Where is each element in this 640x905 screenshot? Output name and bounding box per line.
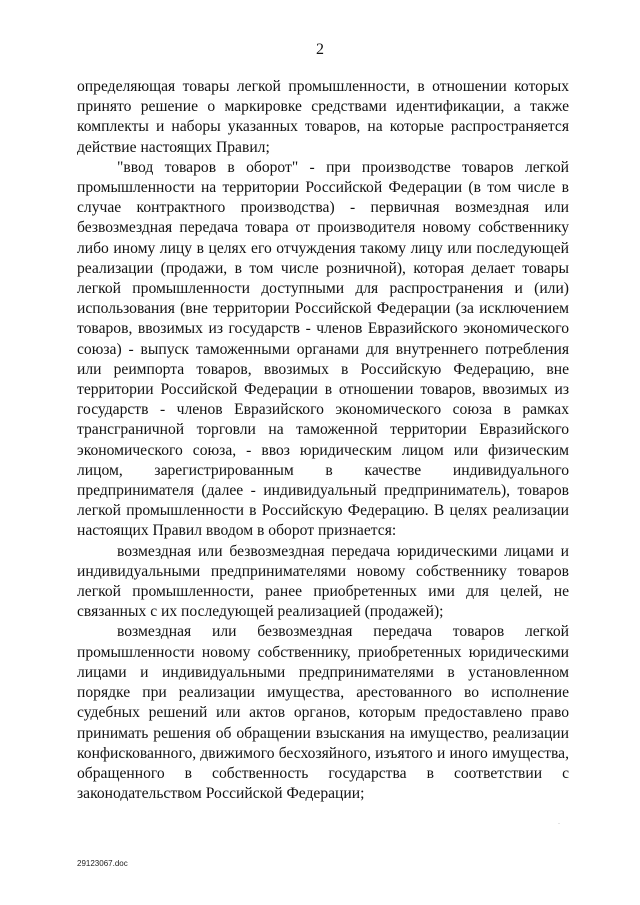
- paragraph-transfer-previously-acquired: возмездная или безвозмездная передача юридическими лицами и индивидуальными предпринимателями новому собственнику товаров легкой промышленности, ранее приобретенных ими для целей, не связанных с их последующей реализацией (продажей);: [77, 542, 569, 621]
- paragraph-input-into-circulation: "ввод товаров в оборот" - при производстве товаров легкой промышленности на территории Российской Федерации (в том числе в случае контрактного производства) - первичная возмездная или безвозмездная передача товара от производителя новому собственнику либо иному лицу в целях его отчуждения такому лицу или последующей реализации (продажи, в том числе розничной), которая делает товары легкой промышленности доступными для распространения и (или) использования (вне территории Российской Федерации (за исключением товаров, ввозимых из государств - членов Евразийского экономического союза) - выпуск таможенными органами для внутреннего потребления или реимпорта товаров, ввозимых в Российскую Федерацию, вне территории Российской Федерации в отношении товаров, ввозимых из государств - членов Евразийского экономического союза в рамках трансграничной торговли на таможенной территории Евразийского экономического союза, - ввоз юридическим лицом или физическим лицом, зарегистрированным в качестве индивидуального предпринимателя (далее - индивидуальный предприниматель), товаров легкой промышленности в Российскую Федерацию. В целях реализации настоящих Правил вводом в оборот признается:: [77, 158, 569, 540]
- paragraph-transfer-confiscated: возмездная или безвозмездная передача товаров легкой промышленности новому собственнику, приобретенных юридическими лицами и индивидуальными предпринимателями в установленном порядке при реализации имущества, арестованного во исполнение судебных решений или актов органов, которым предоставлено право принимать решения об обращении взыскания на имущество, реализации конфискованного, движимого бесхозяйного, изъятого и иного имущества, обращенного в собственность государства в соответствии с законодательством Российской Федерации;: [77, 623, 569, 803]
- page-number: 2: [316, 41, 324, 58]
- footer-filename: 29123067.doc: [77, 859, 128, 868]
- stray-mark: .: [558, 817, 560, 826]
- document-body: [77, 77, 569, 804]
- paragraph-definition-end: определяющая товары легкой промышленности, в отношении которых принято решение о маркировке средствами идентификации, а также комплекты и наборы указанных товаров, на которые распространяется действие настоящих Правил;: [77, 78, 569, 156]
